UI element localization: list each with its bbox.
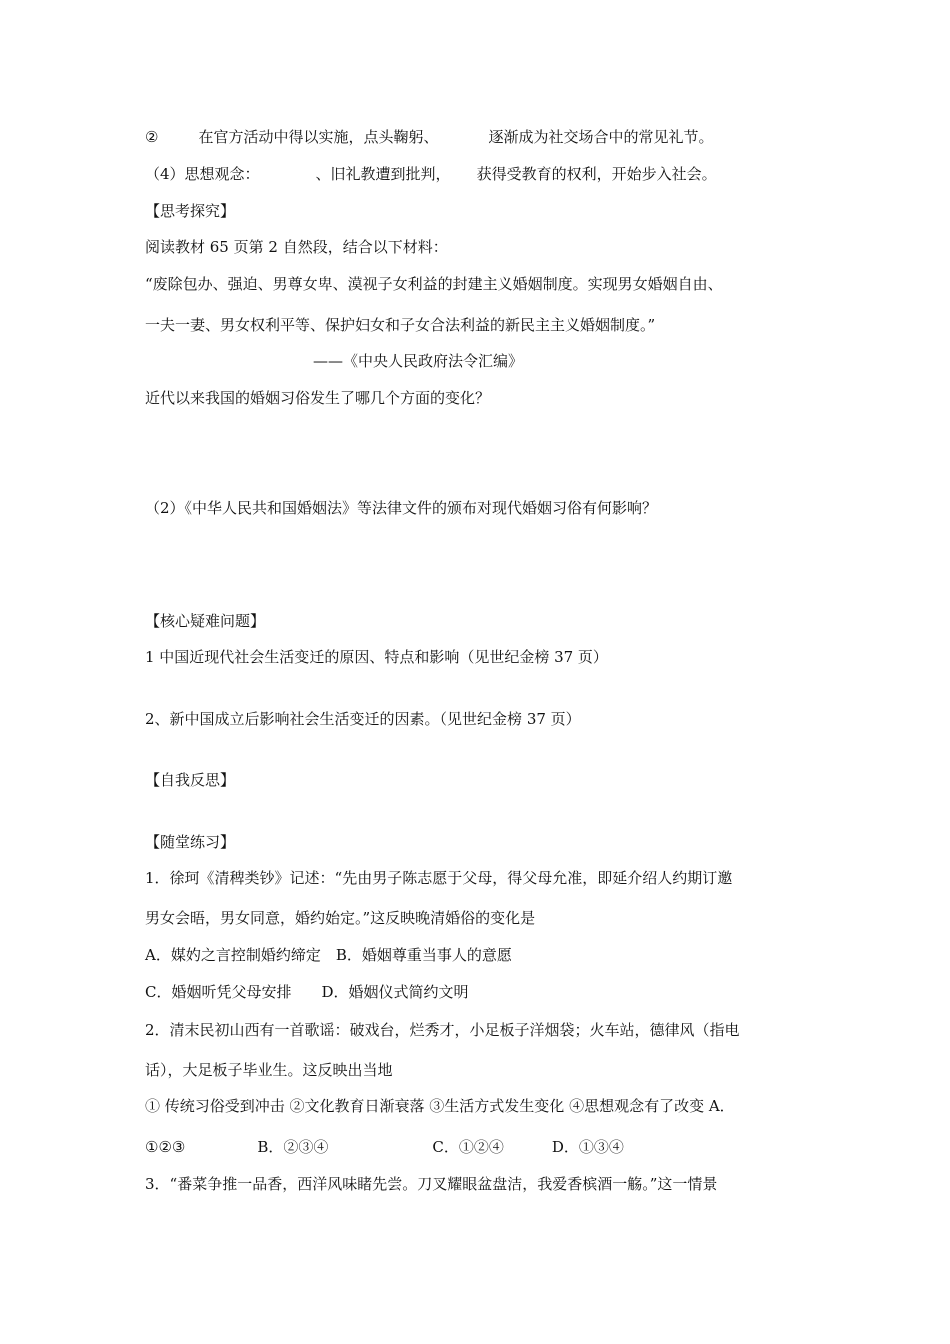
text-segment: 、旧礼教遭到批判， bbox=[315, 165, 451, 183]
core-issue-1: 1 中国近现代社会生活变迁的原因、特点和影响（见世纪金榜 37 页） bbox=[145, 648, 608, 666]
practice-1-options-ab: A．媒妁之言控制婚约缔定 B．婚姻尊重当事人的意愿 bbox=[145, 946, 512, 964]
option-d: D．①③④ bbox=[551, 1138, 624, 1156]
core-issue-2: 2、新中国成立后影响社会生活变迁的因素。（见世纪金榜 37 页） bbox=[145, 710, 581, 728]
quote-source: ——《中央人民政府法令汇编》 bbox=[313, 352, 524, 370]
practice-2-line-2: 话），大足板子毕业生。这反映出当地 bbox=[145, 1061, 393, 1079]
option-c: C．①②④ bbox=[432, 1138, 504, 1156]
practice-2-options bbox=[145, 1137, 624, 1157]
question-2: （2）《中华人民共和国婚姻法》等法律文件的颁布对现代婚姻习俗有何影响？ bbox=[145, 499, 658, 517]
practice-2-line-1: 2．清末民初山西有一首歌谣：破戏台，烂秀才，小足板子洋烟袋；火车站，德律风（指电 bbox=[145, 1021, 740, 1039]
heading-self-reflection: 【自我反思】 bbox=[145, 771, 236, 789]
practice-1-options-cd: C．婚姻听凭父母安排 D．婚姻仪式简约文明 bbox=[145, 983, 469, 1001]
text-segment: （4）思想观念： bbox=[145, 165, 260, 183]
heading-practice: 【随堂练习】 bbox=[145, 833, 236, 851]
practice-1-line-2: 男女会晤，男女同意，婚约始定。”这反映晚清婚俗的变化是 bbox=[145, 909, 536, 927]
reading-instruction: 阅读教材 65 页第 2 自然段，结合以下材料： bbox=[145, 238, 448, 256]
heading-core-issues: 【核心疑难问题】 bbox=[145, 612, 266, 630]
quote-line-2: 一夫一妻、男女权利平等、保护妇女和子女合法利益的新民主主义婚姻制度。” bbox=[145, 316, 656, 334]
line-etiquette bbox=[145, 127, 713, 147]
practice-1-line-1: 1．徐珂《清稗类钞》记述：“先由男子陈志愿于父母，得父母允准，即延介绍人约期订邀 bbox=[145, 869, 733, 887]
practice-2-items: ① 传统习俗受到冲击 ②文化教育日渐衰落 ③生活方式发生变化 ④思想观念有了改变 A． bbox=[145, 1097, 735, 1115]
quote-line-1: “废除包办、强迫、男尊女卑、漠视子女利益的封建主义婚姻制度。实现男女婚姻自由、 bbox=[145, 275, 723, 293]
question-1: 近代以来我国的婚姻习俗发生了哪几个方面的变化？ bbox=[145, 389, 491, 407]
text-segment: 在官方活动中得以实施，点头鞠躬、 bbox=[198, 128, 439, 146]
heading-think-explore: 【思考探究】 bbox=[145, 202, 236, 220]
text-segment: 逐渐成为社交场合中的常见礼节。 bbox=[488, 128, 714, 146]
option-b: B．②③④ bbox=[257, 1138, 329, 1156]
practice-3-line-1: 3．“番菜争推一品香，西洋风味睹先尝。刀叉耀眼盆盘洁，我爱香槟酒一觞。”这一情景 bbox=[145, 1175, 718, 1193]
option-a: ①②③ bbox=[145, 1138, 186, 1156]
text-segment: 获得受教育的权利，开始步入社会。 bbox=[476, 165, 717, 183]
line-ideology bbox=[145, 164, 717, 184]
circle-number-2: ② bbox=[145, 128, 159, 146]
